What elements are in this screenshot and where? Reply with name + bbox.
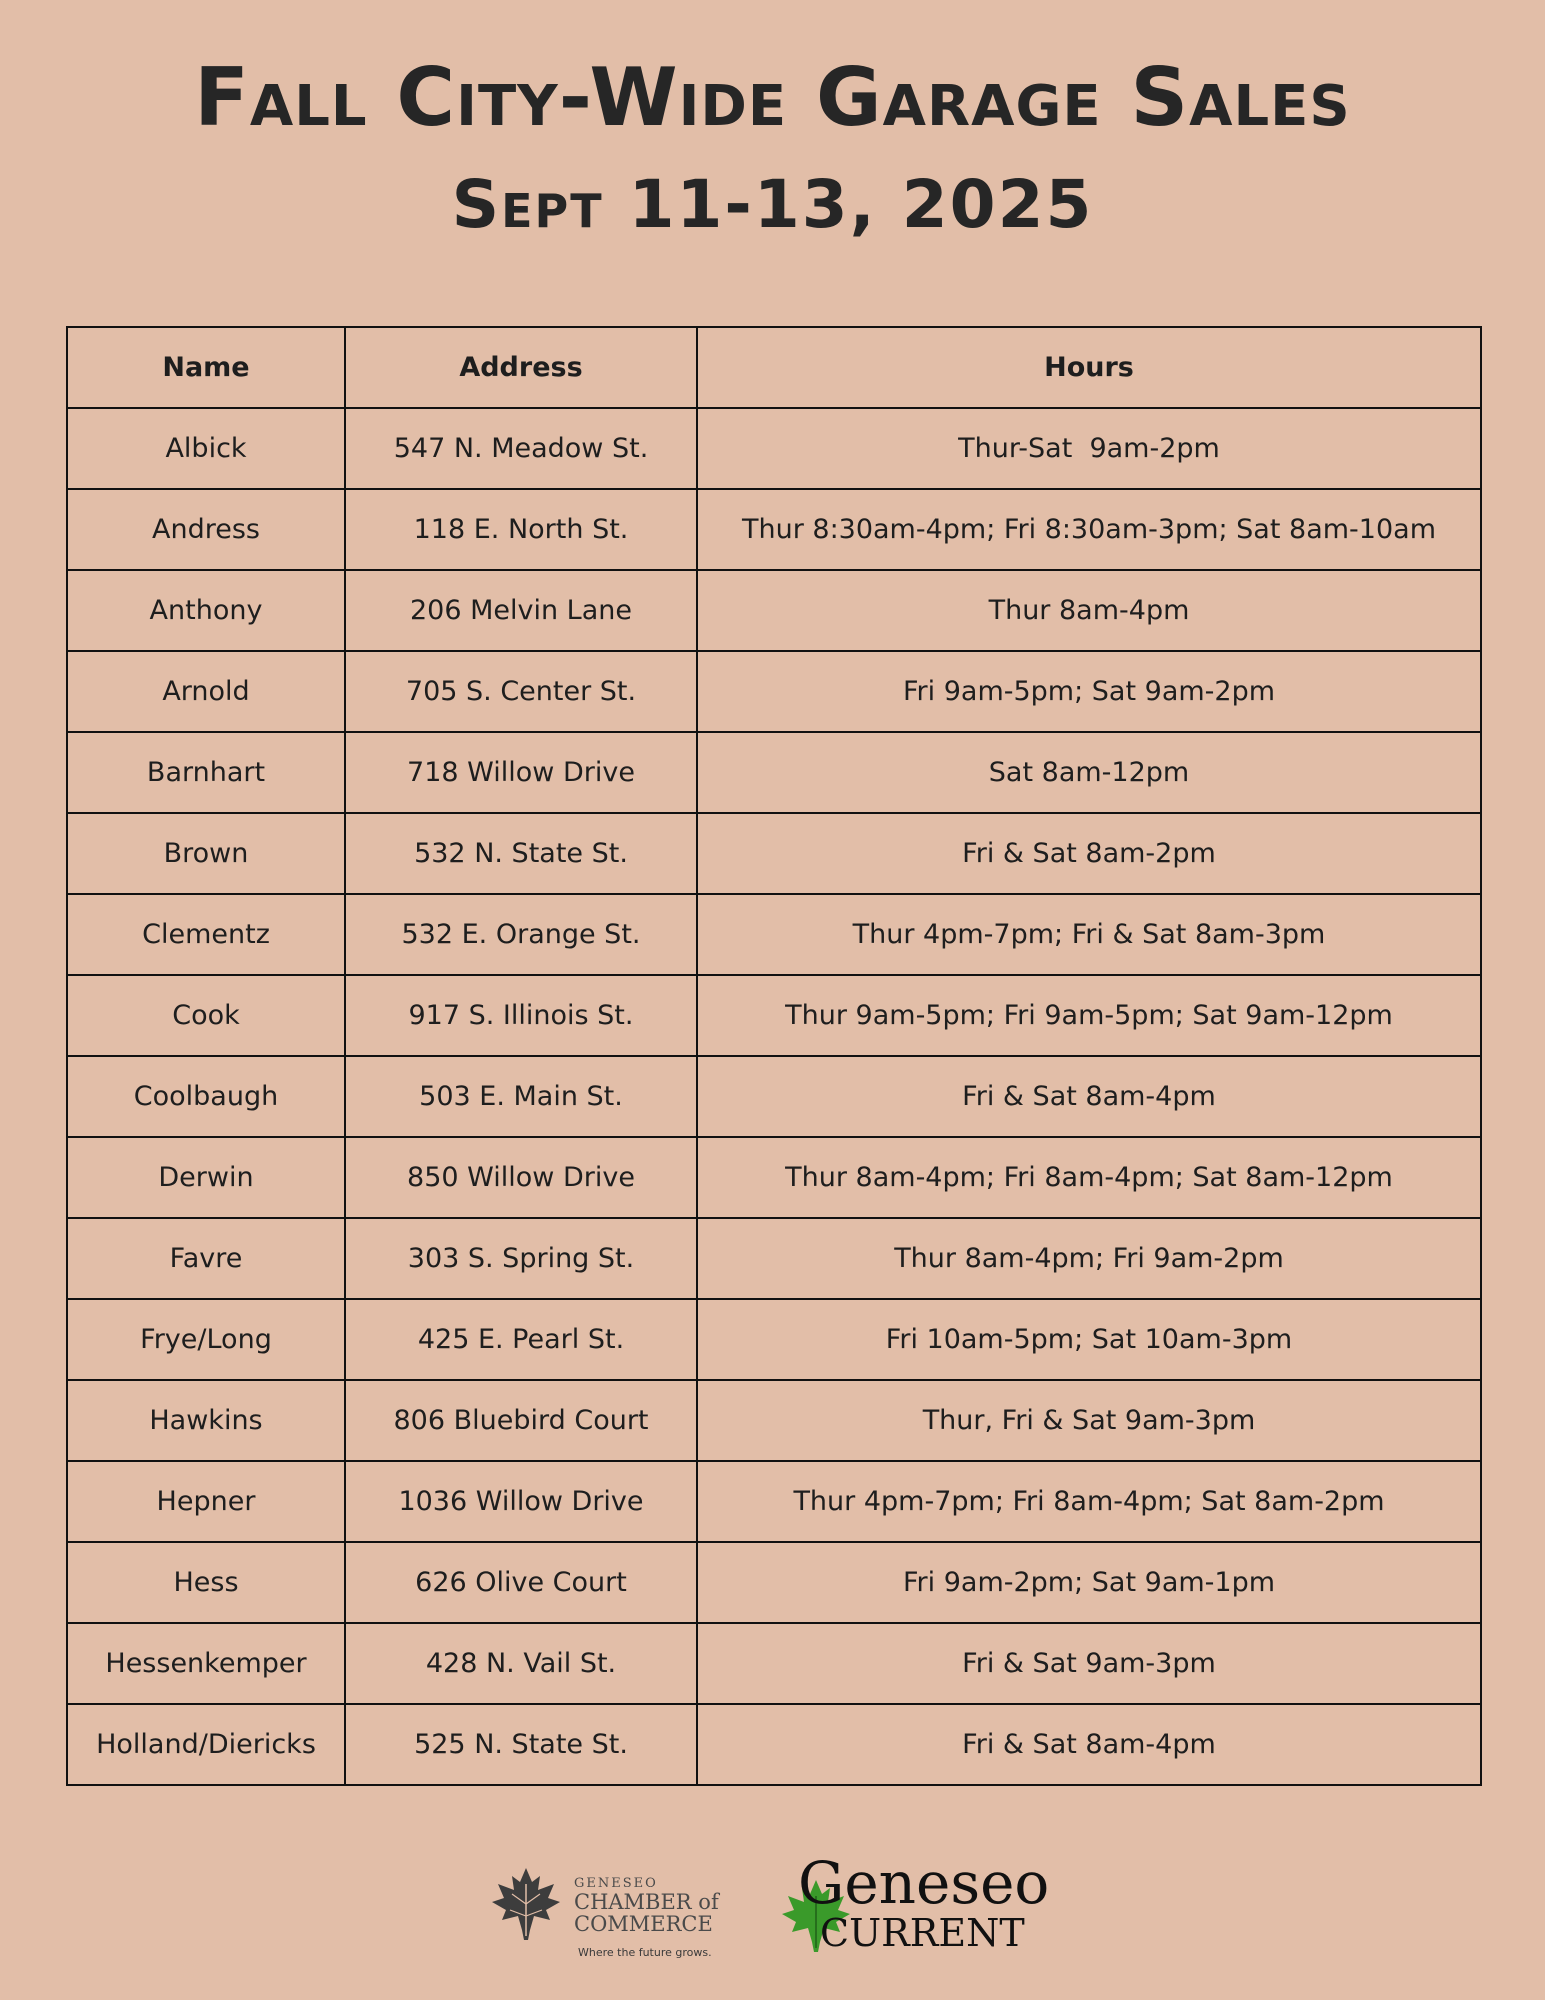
cell-address: 850 Willow Drive xyxy=(345,1137,697,1218)
table-row xyxy=(67,1056,1481,1137)
cell-hours: Thur 4pm-7pm; Fri 8am-4pm; Sat 8am-2pm xyxy=(697,1461,1481,1542)
chamber-line-1: CHAMBER of xyxy=(574,1890,719,1914)
cell-hours: Thur 9am-5pm; Fri 9am-5pm; Sat 9am-12pm xyxy=(697,975,1481,1056)
chamber-tagline: Where the future grows. xyxy=(578,1946,712,1959)
cell-name: Hawkins xyxy=(67,1380,345,1461)
cell-address: 626 Olive Court xyxy=(345,1542,697,1623)
cell-address: 303 S. Spring St. xyxy=(345,1218,697,1299)
cell-name: Cook xyxy=(67,975,345,1056)
cell-hours: Fri 10am-5pm; Sat 10am-3pm xyxy=(697,1299,1481,1380)
cell-hours: Fri & Sat 8am-2pm xyxy=(697,813,1481,894)
cell-hours: Fri 9am-5pm; Sat 9am-2pm xyxy=(697,651,1481,732)
cell-address: 503 E. Main St. xyxy=(345,1056,697,1137)
column-header-address: Address xyxy=(345,327,697,408)
current-line-2: CURRENT xyxy=(820,1911,1025,1955)
cell-name: Arnold xyxy=(67,651,345,732)
current-line-1: Geneseo xyxy=(798,1849,1050,1917)
cell-name: Holland/Diericks xyxy=(67,1704,345,1785)
maple-leaf-icon xyxy=(488,1864,564,1944)
table-row xyxy=(67,1218,1481,1299)
cell-hours: Thur-Sat 9am-2pm xyxy=(697,408,1481,489)
cell-name: Anthony xyxy=(67,570,345,651)
chamber-geneseo-text: GENESEO xyxy=(574,1876,658,1891)
cell-hours: Fri 9am-2pm; Sat 9am-1pm xyxy=(697,1542,1481,1623)
cell-name: Frye/Long xyxy=(67,1299,345,1380)
cell-address: 532 E. Orange St. xyxy=(345,894,697,975)
table-row xyxy=(67,732,1481,813)
chamber-of-commerce-logo xyxy=(488,1856,738,1966)
table-row xyxy=(67,1542,1481,1623)
table-row xyxy=(67,651,1481,732)
chamber-line-2: COMMERCE xyxy=(574,1912,713,1936)
cell-name: Derwin xyxy=(67,1137,345,1218)
cell-address: 428 N. Vail St. xyxy=(345,1623,697,1704)
cell-name: Hepner xyxy=(67,1461,345,1542)
cell-address: 532 N. State St. xyxy=(345,813,697,894)
table-row xyxy=(67,1137,1481,1218)
cell-address: 525 N. State St. xyxy=(345,1704,697,1785)
cell-address: 806 Bluebird Court xyxy=(345,1380,697,1461)
cell-name: Hessenkemper xyxy=(67,1623,345,1704)
table-row xyxy=(67,408,1481,489)
cell-hours: Fri & Sat 8am-4pm xyxy=(697,1056,1481,1137)
cell-hours: Thur 8am-4pm xyxy=(697,570,1481,651)
cell-name: Albick xyxy=(67,408,345,489)
cell-address: 1036 Willow Drive xyxy=(345,1461,697,1542)
geneseo-current-logo xyxy=(780,1850,1060,1970)
cell-hours: Thur, Fri & Sat 9am-3pm xyxy=(697,1380,1481,1461)
cell-hours: Thur 8am-4pm; Fri 8am-4pm; Sat 8am-12pm xyxy=(697,1137,1481,1218)
cell-address: 425 E. Pearl St. xyxy=(345,1299,697,1380)
page-title: Fall City-Wide Garage Sales xyxy=(194,51,1351,144)
cell-name: Favre xyxy=(67,1218,345,1299)
cell-name: Hess xyxy=(67,1542,345,1623)
cell-name: Coolbaugh xyxy=(67,1056,345,1137)
table-row xyxy=(67,1623,1481,1704)
cell-address: 917 S. Illinois St. xyxy=(345,975,697,1056)
table-row xyxy=(67,1704,1481,1785)
table-row xyxy=(67,1299,1481,1380)
cell-name: Barnhart xyxy=(67,732,345,813)
table-row xyxy=(67,894,1481,975)
cell-hours: Fri & Sat 9am-3pm xyxy=(697,1623,1481,1704)
cell-address: 547 N. Meadow St. xyxy=(345,408,697,489)
cell-hours: Thur 4pm-7pm; Fri & Sat 8am-3pm xyxy=(697,894,1481,975)
cell-hours: Sat 8am-12pm xyxy=(697,732,1481,813)
cell-address: 206 Melvin Lane xyxy=(345,570,697,651)
column-header-hours: Hours xyxy=(697,327,1481,408)
cell-address: 118 E. North St. xyxy=(345,489,697,570)
cell-hours: Thur 8am-4pm; Fri 9am-2pm xyxy=(697,1218,1481,1299)
cell-name: Clementz xyxy=(67,894,345,975)
table-row xyxy=(67,813,1481,894)
table-row xyxy=(67,975,1481,1056)
cell-name: Brown xyxy=(67,813,345,894)
cell-address: 718 Willow Drive xyxy=(345,732,697,813)
table-header-row xyxy=(67,327,1481,408)
table-row xyxy=(67,1380,1481,1461)
table-row xyxy=(67,489,1481,570)
garage-sales-table xyxy=(66,326,1482,1786)
table-row xyxy=(67,570,1481,651)
cell-hours: Thur 8:30am-4pm; Fri 8:30am-3pm; Sat 8am-10am xyxy=(697,489,1481,570)
cell-name: Andress xyxy=(67,489,345,570)
page-subtitle-dates: Sept 11-13, 2025 xyxy=(451,166,1094,243)
cell-hours: Fri & Sat 8am-4pm xyxy=(697,1704,1481,1785)
column-header-name: Name xyxy=(67,327,345,408)
cell-address: 705 S. Center St. xyxy=(345,651,697,732)
footer-logos xyxy=(0,1850,1545,1970)
table-row xyxy=(67,1461,1481,1542)
